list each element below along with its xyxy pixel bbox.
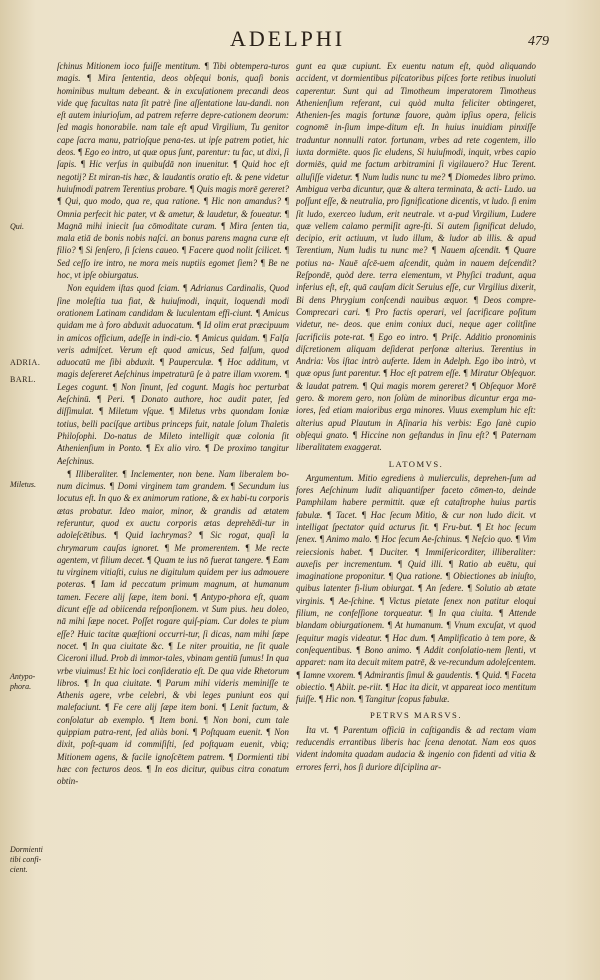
section-heading-marsus: PETRVS MARSVS. [370, 710, 462, 721]
right-paragraph-2: Argumentum. Mitio egrediens à mulierculis, deprehen-ſum ad fores Aeſchinum ludit aliquantiſper faceto cōmen-to, deinde Pamphilam habere permittit. quæ eſt cataſtrophe huius partis fabulæ. ¶ Tacet. ¶ Hac ſecum Mitio, & cur non ludo dicit. vt intelligat ſpectator quid acturus ſit. ¶ Fru-but. ¶ Et hoc ſecum ſenex. ¶ Animo malo. ¶ Hoc ſecum Ae-ſchinus. ¶ Neſcio quo. ¶ Vim reiecsionis habet. ¶ Duciter. ¶ Immiſericorditer, illiberaliter: auxeſis per incrementum. ¶ Quid illi. ¶ Ratio ab euētu, qui imaginatione proponitur. ¶ Qua ratione. ¶ Obiectiones ab iniuſto, quibus latenter fi-lium obiurgat. ¶ An ſedere. ¶ Solutio ab ætate virginis. ¶ Ae-ſchine. ¶ Victus pietate ſenex non patitur eloqui filium, ne confeſſione torqueatur. ¶ In qua ciuita. ¶ Attende blandam obiurgationem. ¶ At humanum. ¶ Vnum excuſat, vt quod ſequitur magis videatur. ¶ Hac dum. ¶ Amplificatio à tem pore, & conſequentibus. ¶ Bono animo. ¶ Addit conſolatio-nem ſlenti, vt apparet: nam ita decuit mitem patrē, & ve-recundum adoleſcentem. ¶ Iamne vxorem. ¶ Admirantis ſimul & gaudentis. ¶ Quid. ¶ Faceta obiectio. ¶ Abiit. pe-riit. ¶ Hac ita dicit, vt appareat ioco mentitum fuiſſe. ¶ Hic non. ¶ Tangitur ſcopus fabulæ. [296, 472, 536, 705]
right-paragraph-1: gunt ea quæ cupiunt. Ex euentu natum eſt, quòd aliquando accident, vt dormientibus piſcatoribus piſces forte retibus inuoluti caperentur. Sunt qui ad Timotheum imperatorem Timotheus Athenienſium referant, cui quòd multa feliciter obtingeret, Athenien-ſes magis fortunæ fauore, quàm ipſius opera, felicis cognomē in-ſium impe-ditum eſt. In huius inuidiam pinxiſſe traduntur nonnulli rator. fortunam, vrbes ad rete cogentem, illo iuxta dormiēte. quos ſic eludens, Si huiuſmodi, inquit, vrbes capio dormiēs, quid me factum arbitramini ſi vigilauero? Huc Terent. alluſiſſe videtur. ¶ Num ludis nunc tu me? ¶ Diomedes libro primo. Ambigua verba dicuntur, quæ & altera terminata, & acti- Ludo. ua poſſunt eſſe, & neutralia, pro ſignificatione dicentis, vt ludo. ſi enim ſit ludo, exerceo ludum, erit neutrale. vt a-pud Virgilium, Ludere quæ vellem calamo permiſit agre-ſti. Si autem ſignificat deludo, decipio, erit actiuum, vt ludo illum, & ludor ab illis. & apud Terentium, Num ludis tu nunc me? ¶ Nauem aſcendit. ¶ Quare potius na- Nauē aſcē-uem aſcendit, quàm in nauem deſcendit? Reſpondē, quòd dere. terra elementum, vt Phyſici tradunt, aqua inferius eſt, eſt, quā cauſam dicit Seruius eſſe, cur Virgilius dixerit, Bi dens Phrygium conſcendi nauibus æquor. ¶ Deos compre- Comprecari cari. ¶ Pro factis operari, vel ſacrificare poſitum videtur, ne- deos. que enim coniux duci, neque ager colitſine ſacrificiis pote-rat. ¶ Ego eo intro. ¶ Priſc. Additio pronominis diſcretionem aliquam deſiderat perſonæ alterius. Terentius in Andria: Vos iſtac intrò auferte. Idem in Adelph. Ego ibo intrò, vt quæ opus ſunt parentur. ¶ Hoc eſt patrem eſſe. ¶ Miratur Obſequor. & laudat patrem. ¶ Qui magis morem gereret? ¶ Obſequor Morē gero. & morem gero, non ſolùm de minoribus dicuntur erga ma-iores, ſed etiam maioribus erga minores. Viuus exemplum hic eſt: alterius apud Plautum in Aſinaria his verbis: Ego ſanè cupio obſequi gnato. ¶ Hiccine non geſtandus in ſinu eſt? ¶ Paternam liberalitatem exaggerat. [296, 61, 536, 453]
margin-note-qui: Qui. [10, 222, 24, 231]
margin-note-dormienti: Dormienti tibi confi-cient. [10, 845, 43, 874]
margin-note-barl: BARL. [10, 375, 36, 384]
left-paragraph-2: Non equidem iſtas quod ſciam. ¶ Adrianus Cardinalis, Quod ſine moleſtia tua fiat, & huiuſmodi, inquit, loquendi modi orationem Latinam candidam & luculentam effi-ciunt. ¶ Amicus quidam me à foro abduxit aduocatum. ¶ Id olim erat præcipuum in amicos officium, adeſſe in indi-cio. ¶ Amicus quidam. ¶ Falſa veris admiſcet. Verum eſt quod amicus, Sed falſum, quod aduocatū me ſibi abduxit. ¶ Pauperculæ. ¶ Hoc additum, vt magis deſereret Aeſchinus impetraturū ſe à patre illam vxorem. ¶ Leges cogunt. ¶ Non ſinunt, ſed cogunt. Magis hoc perturbat Aeſchinū. ¶ Peri. ¶ Donato authore, hoc audit pater, ſed diſſimulat. ¶ Miletum vſque. ¶ Miletus vrbs quondam Ioniæ totius, belli pacíſque artibus princeps fuit, natale ſolum Thaletis Philoſophi. Do-natus de Mileto intelligit quæ colonia ſit Athenienſium in Ponto. ¶ Ex alio viro. ¶ De proximo tangitur Aeſchinus. [57, 283, 289, 466]
page-number: 479 [528, 34, 549, 49]
right-column [296, 60, 536, 972]
running-head: ADELPHI [230, 26, 346, 51]
left-paragraph-3: ¶ Illiberaliter. ¶ Inclementer, non bene. Nam liberalem bo-num dicimus. ¶ Domi virginem tam grandem. ¶ Secundum ius locutus eſt. In quo & ex animorum ratione, & ex habi-tu corporis ætas probatur. Ideo maior, minor, & grandis ad ætatem referuntur, quod ex auctu corporis ætas deprehēdi-tur in adoleſcētibus. ¶ Quid lachrymas? ¶ Sic rogat, quaſi la chrymarum cauſas ignoret. ¶ Me promerentem. ¶ Me recte agentem, vt filium decet. ¶ Quam te ius nō fuerat tangere. ¶ Eam tu virginem vitiaſti, cuius ne digitulum quidem per ius admouere poteras. ¶ Iam id peccatum primum magnum, at humanum tamen. Fecere alij ſæpe, item boni. ¶ Antypo-phora eſt, quam dicunt eſſe ad obiicenda reſponſionem. vt Sum pius. heu doleo, nā mihi ſæpe nocet. Poſſet rogare quiſ-piam. Cur doles te pium eſſe? Huic tacitæ quæſtioni occurri-tur, ſi dicas, nam mihi ſæpe nocet. ¶ In qua ciuitate &c. ¶ Le niter prouitia, ne ſit quale Ciceroni illud. Prob di immor-tales, vbinam gentiū ſumus! In qua vrbe viuimus! Et hic loci conſideratio eſt. De qua vide Rhetorum libros. ¶ In qua ciuitate. ¶ Parum mihi videris meminiſſe te Athenis agere, vrbe celebri, & vbi leges puniunt eos qui malefaciunt. ¶ Fe cere alij ſæpe item boni. ¶ Lenit factum, & conſolatur ab exemplo. ¶ Item boni. ¶ Non boni, cum tale quippiam patra-rent, ſed aliàs boni. ¶ Poſtquam euenit. ¶ Non dixit, poſt-quam id commiſiſti, ſed poſtquam euenit, vbiq; Mitionem agens, & facile ignoſcētem patrem. ¶ Dormienti tibi hæc con fecturos deos. ¶ In eos dicitur, quibus citra conatum obtin- [57, 468, 289, 787]
margin-note-adria: ADRIA. [10, 358, 41, 367]
page-header [0, 18, 600, 58]
left-paragraph-1: ſchinus Mitionem ioco fuiſſe mentitum. ¶ Tibi obtempera-turos magis. ¶ Mira ſententia, deos obſequi bonis, quaſi bonis hominibus multum debeant. & in excuſationem precandi deos vide quę facultas nata ſit patrè ſine aſſentatione lau-dandi. non eſt autem iniurioſum, ad patrem referre depre-cationem deorum: ſed magis honorabile. nam tale eſt apud Virgilium, Tu genitor cape ſacra manu, patrioſque pena-tes. ut ipſe patrem potiet, hic deos. ¶ Ego eo intro, ut quæ opus ſunt, parentur: tu fac, ut dixi, ſi ſapis. ¶ Hic verſus in quibuſdā non inuenitur. ¶ Quid hoc eſt negotij? Et miran-tis hæc, & laudantis oratio eſt. & pene videtur huiuſmodi patrem Terentius probare. ¶ Quis magis morē gereret? ¶ Qui, quo modo, qua re, qua ratione. ¶ Hic non amandus? ¶ Omnia perfecit hic pater, vt & ametur, & laudetur, & foueatur. ¶ Magnā mihi iniecit ſua cōmoditate curam. ¶ Mira ſenten tia, mala etiā de bonis nobis naſci. an bonus parens magna curæ eſt filio? ¶ Si ſenſero, ſi ſciens caueo. ¶ Facere quod nolit ſcilicet. ¶ Sed ceſſo ire intro, ne mora meis nuptiis egomet ſiem? ¶ Be ne hoc, vt ipſe obiurgatus. [57, 61, 289, 281]
section-heading-latomus: LATOMVS. [388, 458, 444, 469]
margin-note-miletus: Miletus. [10, 480, 36, 489]
left-column [57, 60, 289, 972]
margin-note-antypophora: Antypo-phora. [10, 672, 36, 691]
right-paragraph-3: Ita vt. ¶ Parentum officiū in caſtigandis & ad rectam viam reducendis errantibus liberis hac ſcena denotat. Nam eos quos vident indomita quadam audacia & ingenio con fidenti ad vitia & errores ferri, hos ſi duriore diſciplina ar- [296, 724, 536, 772]
